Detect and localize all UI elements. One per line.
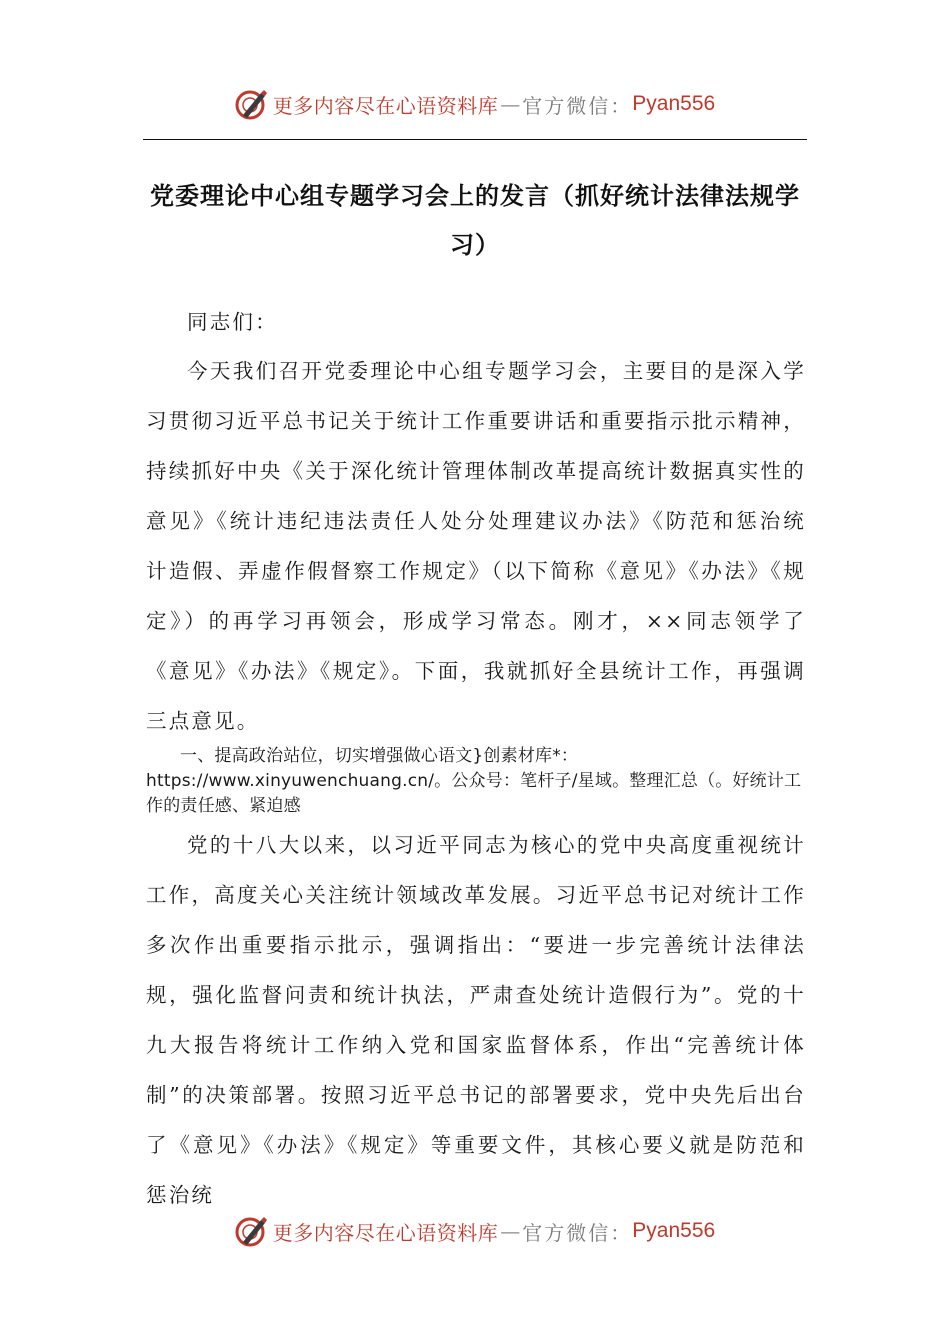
banner-separator: — (500, 1219, 521, 1243)
salutation: 同志们： (187, 310, 278, 334)
banner-official-label: 官方微信： (522, 1220, 633, 1245)
section-heading-1: 一、提高政治站位，切实增强做心语文}创素材库*：https://www.xinyuwenchuang.cn/。公众号：笔杆子/星域。整理汇总（。好统计工作的责任感、紧迫感 (146, 746, 802, 816)
paragraph-1: 今天我们召开党委理论中心组专题学习会，主要目的是深入学习贯彻习近平总书记关于统计工作重要讲话和重要指示批示精神，持续抓好中央《关于深化统计管理体制改革提高统计数据真实性的意见》《统计违纪违法责任人处分处理建议办法》《防范和惩治统计造假、弄虚作假督察工作规定》（以下简称《意见》《办法》《规定》）的再学习再领会，形成学习常态。刚才，××同志领学了《意见》《办法》《规定》。下面，我就抓好全县统计工作，再强调三点意见。 (146, 359, 806, 733)
document-title: 党委理论中心组专题学习会上的发言（抓好统计法律法规学习） (150, 182, 800, 259)
paragraph-2: 党的十八大以来，以习近平同志为核心的党中央高度重视统计工作，高度关心关注统计领域改革发展。习近平总书记对统计工作多次作出重要指示批示，强调指出：“要进一步完善统计法律法规，强化监督问责和统计执法，严肃查处统计造假行为”。党的十九大报告将统计工作纳入党和国家监督体系，作出“完善统计体制”的决策部署。按照习近平总书记的部署要求，党中央先后出台了《意见》《办法》《规定》等重要文件，其核心要义就是防范和惩治统 (146, 833, 806, 1207)
pen-logo-icon (235, 1214, 269, 1248)
banner-brand-text: 更多内容尽在心语资料库 (272, 1220, 499, 1245)
footer-banner (0, 1211, 950, 1251)
banner-official-label: 官方微信： (522, 93, 633, 118)
banner-separator: — (500, 92, 521, 116)
pen-logo-icon (235, 87, 269, 121)
banner-brand-text: 更多内容尽在心语资料库 (272, 93, 499, 118)
banner-wechat-id: Pyan556 (632, 1219, 716, 1242)
header-divider (143, 139, 807, 140)
header-banner (0, 84, 950, 124)
banner-wechat-id: Pyan556 (632, 92, 716, 115)
